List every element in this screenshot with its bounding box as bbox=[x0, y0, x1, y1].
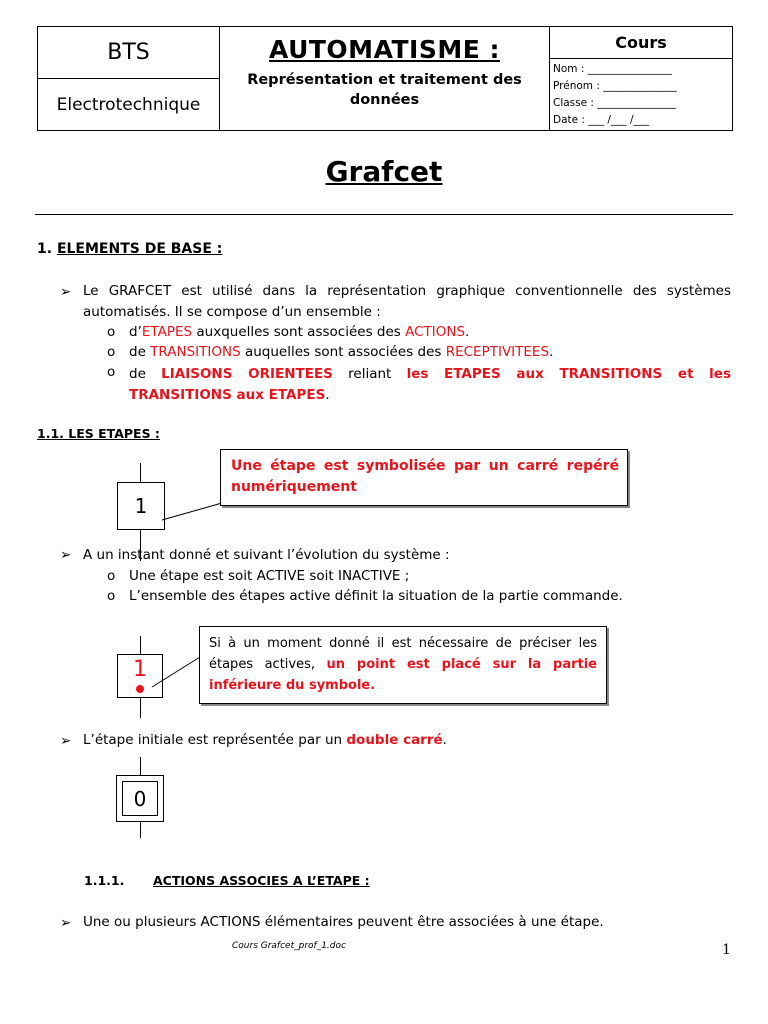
actions-paragraph: Une ou plusieurs ACTIONS élémentaires peuvent être associées à une étape. bbox=[83, 914, 604, 930]
header-cours: Cours bbox=[550, 27, 732, 59]
callout-text: Si à un moment donné il est nécessaire de préciser les étapes actives, un point est placé sur la partie inférieure du symbole. bbox=[209, 636, 597, 693]
field-classe: Classe : _______________ bbox=[553, 97, 677, 109]
circle-bullet-icon: o bbox=[107, 568, 116, 584]
footer-filename: Cours Grafcet_prof_1.doc bbox=[232, 941, 346, 951]
callout-box bbox=[199, 626, 607, 704]
header-middle-cell bbox=[220, 27, 550, 130]
header-right-cell bbox=[550, 27, 732, 130]
arrow-bullet-icon: ➢ bbox=[60, 284, 72, 300]
section-label: ELEMENTS DE BASE : bbox=[56, 241, 223, 257]
header-table bbox=[37, 26, 733, 131]
callout-box bbox=[220, 449, 628, 506]
header-subtitle: Représentation et traitement des données bbox=[247, 72, 522, 108]
intro-paragraph: Le GRAFCET est utilisé dans la représentation graphique conventionnelle des systèmes automatisés. Il se compose d’un ensemble : bbox=[83, 283, 731, 320]
callout-text: Une étape est symbolisée par un carré repéré numériquement bbox=[231, 458, 619, 495]
initial-step-outer bbox=[116, 775, 164, 822]
section-heading bbox=[37, 241, 222, 257]
step-box: 1 bbox=[117, 482, 165, 530]
active-dot bbox=[136, 685, 144, 693]
arrow-bullet-icon: ➢ bbox=[60, 915, 72, 931]
circle-bullet-icon: o bbox=[107, 588, 116, 604]
circle-bullet-icon: o bbox=[107, 364, 116, 380]
header-bts: BTS bbox=[38, 27, 219, 79]
header-left-cell bbox=[38, 27, 220, 130]
callout-pointer bbox=[160, 500, 225, 525]
field-date: Date : ___ /___ /___ bbox=[553, 114, 650, 126]
page-title: Grafcet bbox=[325, 155, 443, 188]
subsubsection-heading: 1.1.1. ACTIONS ASSOCIES A L’ETAPE : bbox=[84, 873, 370, 888]
header-speciality: Electrotechnique bbox=[56, 94, 201, 115]
active-paragraph: A un instant donné et suivant l’évolution du système : bbox=[83, 547, 450, 563]
field-nom: Nom : ________________ bbox=[553, 63, 672, 75]
callout-pointer bbox=[150, 655, 202, 690]
title-divider bbox=[35, 214, 733, 215]
initial-step-inner: 0 bbox=[122, 781, 158, 816]
field-prenom: Prénom : ______________ bbox=[553, 80, 677, 92]
header-main-title: AUTOMATISME : bbox=[269, 35, 500, 64]
arrow-bullet-icon: ➢ bbox=[60, 733, 72, 749]
section-number: 1. bbox=[37, 241, 53, 257]
arrow-bullet-icon: ➢ bbox=[60, 547, 72, 563]
circle-bullet-icon: o bbox=[107, 324, 116, 340]
active-step-box: 1 bbox=[117, 654, 163, 698]
initial-paragraph: L’étape initiale est représentée par un double carré. bbox=[83, 732, 447, 748]
circle-bullet-icon: o bbox=[107, 344, 116, 360]
subsection-heading: 1.1. LES ETAPES : bbox=[37, 426, 160, 441]
page-number: 1 bbox=[722, 942, 731, 958]
